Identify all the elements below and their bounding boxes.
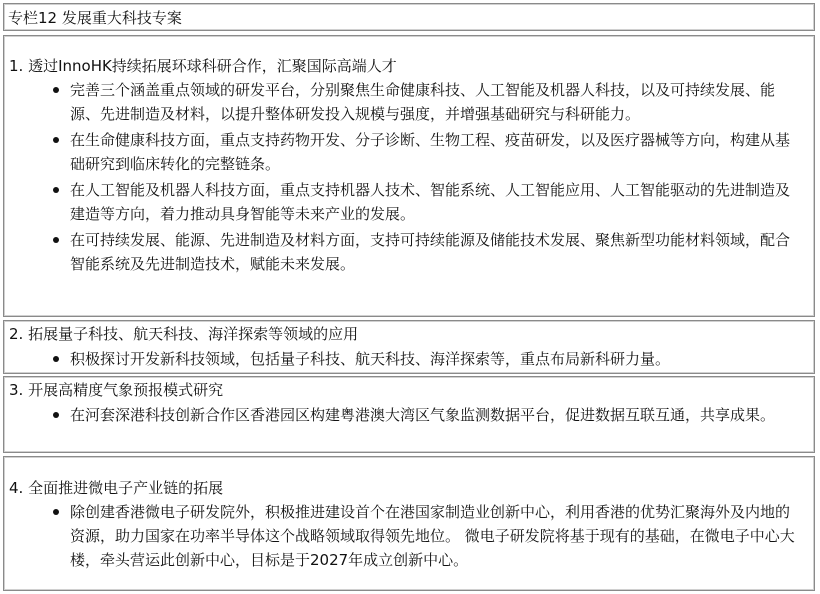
- bullet-icon: [53, 509, 59, 515]
- list-item: [4, 228, 814, 276]
- section-3-heading: 3. 开展高精度气象预报模式研究: [9, 381, 224, 399]
- list-item: [4, 500, 814, 572]
- list-item-text: 在人工智能及机器人科技方面，重点支持机器人技术、智能系统、人工智能应用、人工智能驱动的先进制造及建造等方向，着力推动具身智能等未来产业的发展。: [70, 181, 791, 223]
- section-4-list: [4, 500, 814, 574]
- section-1-heading: 1. 透过InnoHK持续拓展环球科研合作，汇聚国际高端人才: [9, 57, 397, 75]
- section-2-list: [4, 347, 814, 373]
- page-title: 专栏12 发展重大科技专案: [8, 9, 182, 27]
- section-2: [3, 320, 815, 374]
- section-2-heading: 2. 拓展量子科技、航天科技、海洋探索等领域的应用: [9, 325, 359, 343]
- bullet-icon: [53, 137, 59, 143]
- list-item-text: 在生命健康科技方面，重点支持药物开发、分子诊断、生物工程、疫苗研发，以及医疗器械等方向，构建从基础研究到临床转化的完整链条。: [70, 131, 791, 173]
- bullet-icon: [53, 87, 59, 93]
- section-3: [3, 376, 815, 453]
- list-item: [4, 347, 814, 371]
- section-1: [3, 35, 815, 317]
- bullet-icon: [53, 356, 59, 362]
- section-4-heading: 4. 全面推进微电子产业链的拓展: [9, 479, 224, 497]
- list-item-text: 除创建香港微电子研发院外，积极推进建设首个在港国家制造业创新中心，利用香港的优势汇聚海外及内地的资源，助力国家在功率半导体这个战略领域取得领先地位。 微电子研发院将基于现有的基础，在微电子中心大楼，牵头营运此创新中心，目标是于2027年成立创新中心。: [70, 503, 795, 569]
- list-item-text: 积极探讨开发新科技领域，包括量子科技、航天科技、海洋探索等，重点布局新科研力量。: [70, 350, 671, 368]
- list-item-text: 完善三个涵盖重点领域的研发平台，分别聚焦生命健康科技、人工智能及机器人科技，以及可持续发展、能源、先进制造及材料，以提升整体研发投入规模与强度，并增强基础研究与科研能力。: [70, 81, 776, 123]
- bullet-icon: [53, 187, 59, 193]
- list-item: [4, 178, 814, 226]
- bullet-icon: [53, 237, 59, 243]
- list-item: [4, 128, 814, 176]
- bullet-icon: [53, 412, 59, 418]
- list-item: [4, 78, 814, 126]
- list-item: [4, 403, 814, 427]
- list-item-text: 在河套深港科技创新合作区香港园区构建粤港澳大湾区气象监测数据平台，促进数据互联互通，共享成果。: [70, 406, 776, 424]
- list-item-text: 在可持续发展、能源、先进制造及材料方面，支持可持续能源及储能技术发展、聚焦新型功能材料领域，配合智能系统及先进制造技术，赋能未来发展。: [70, 231, 791, 273]
- section-1-list: [4, 78, 814, 278]
- title-box: [3, 3, 815, 31]
- section-3-list: [4, 403, 814, 429]
- section-4: [3, 456, 815, 591]
